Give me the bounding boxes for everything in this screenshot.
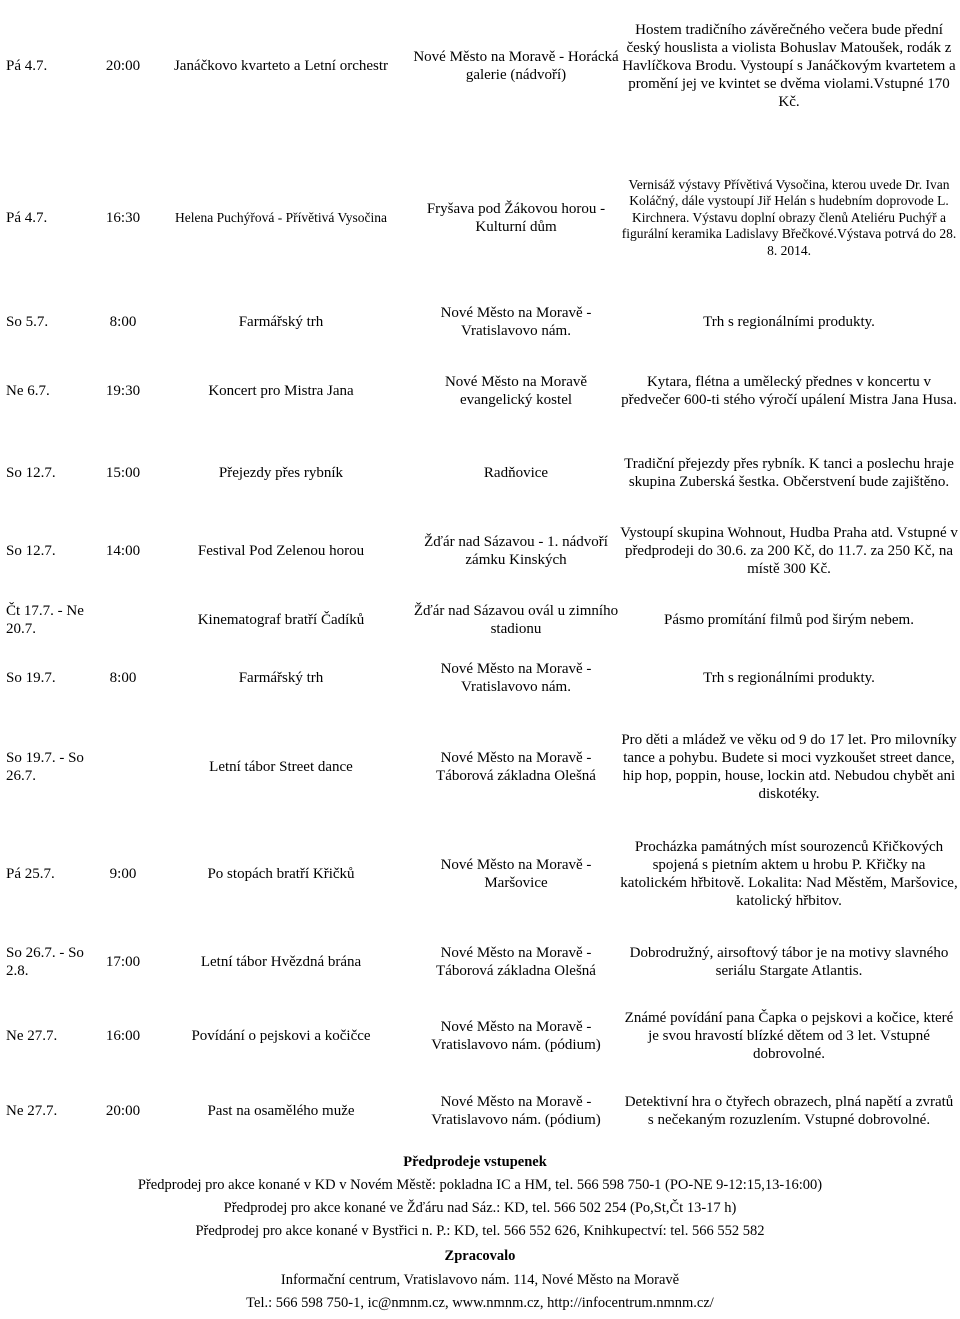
event-date: Čt 17.7. - Ne 20.7.	[6, 603, 84, 637]
event-time: 15:00	[105, 465, 141, 481]
event-time: 16:30	[105, 210, 141, 226]
event-time: 9:00	[109, 866, 137, 882]
event-date: Pá 4.7.	[6, 58, 48, 74]
presale-line-bystrice: Předprodej pro akce konané v Bystřici n. P.: KD, tel. 566 552 626, Knihkupectví: tel. 566 552 582	[195, 1223, 765, 1239]
event-description: Hostem tradičního závěrečného večera bude přední český houslista a violista Bohuslav Matoušek, rodák z Havlíčkova Brodu. Vystoupí s Janáčkovým kvartetem a promění jej ve kvintet se dvěma violami.Vstupné 170 Kč.	[622, 22, 956, 110]
event-place: Nové Město na Moravě - Vratislavovo nám. (pódium)	[431, 1019, 601, 1053]
event-name: Letní tábor Street dance	[209, 759, 353, 775]
event-row	[0, 522, 960, 580]
presale-line-nove-mesto: Předprodej pro akce konané v KD v Novém Městě: pokladna IC a HM, tel. 566 598 750-1 (PO-NE 9-12:15,13-16:00)	[137, 1177, 823, 1193]
event-place: Nové Město na Moravě evangelický kostel	[444, 374, 588, 408]
event-description: Kytara, flétna a umělecký přednes v koncertu v předvečer 600-ti stého výročí upálení Mistra Jana Husa.	[621, 374, 957, 408]
info-center-contacts: Tel.: 566 598 750-1, ic@nmnm.cz, www.nmnm.cz, http://infocentrum.nmnm.cz/	[246, 1295, 714, 1311]
event-place: Nové Město na Moravě - Vratislavovo nám.	[440, 305, 592, 339]
event-time: 20:00	[105, 1103, 141, 1119]
event-description: Trh s regionálními produkty.	[703, 670, 875, 686]
event-row	[0, 834, 960, 914]
event-description: Pásmo promítání filmů pod širým nebem.	[664, 612, 914, 628]
event-place: Nové Město na Moravě - Vratislavovo nám. (pódium)	[431, 1094, 601, 1128]
event-time	[100, 598, 146, 642]
event-time: 20:00	[105, 58, 141, 74]
event-date: Ne 27.7.	[6, 1028, 58, 1044]
event-description: Dobrodružný, airsoftový tábor je na motivy slavného seriálu Stargate Atlantis.	[629, 945, 949, 979]
event-name: Po stopách bratří Křičků	[207, 866, 355, 882]
event-name: Janáčkovo kvarteto a Letní orchestr	[173, 58, 389, 74]
event-place: Fryšava pod Žákovou horou - Kulturní dům	[426, 201, 606, 235]
event-place: Žďár nad Sázavou ovál u zimního stadionu	[413, 603, 619, 637]
event-time: 16:00	[105, 1028, 141, 1044]
event-name: Koncert pro Mistra Jana	[208, 383, 354, 399]
event-time: 19:30	[105, 383, 141, 399]
event-place: Nové Město na Moravě - Horácká galerie (nádvoří)	[413, 49, 619, 83]
event-date: So 19.7. - So 26.7.	[6, 750, 84, 784]
event-name: Farmářský trh	[238, 670, 324, 686]
event-date: Ne 6.7.	[6, 383, 50, 399]
event-date: So 19.7.	[6, 670, 56, 686]
event-place: Nové Město na Moravě - Vratislavovo nám.	[440, 661, 592, 695]
event-description: Pro děti a mládež ve věku od 9 do 17 let. Pro milovníky tance a pohybu. Budete si moci vyzkoušet street dance, hip hop, poppin, house, lockin atd. Nebudou chybět ani diskotéky.	[621, 732, 957, 802]
info-center-address: Informační centrum, Vratislavovo nám. 114, Nové Město na Moravě	[280, 1272, 680, 1288]
event-name: Přejezdy přes rybník	[218, 465, 344, 481]
event-row	[0, 728, 960, 806]
event-row	[0, 598, 960, 642]
event-row	[0, 656, 960, 700]
event-time: 14:00	[105, 543, 141, 559]
event-description: Trh s regionálními produkty.	[703, 314, 875, 330]
presale-heading: Předprodeje vstupenek	[403, 1154, 547, 1170]
event-date: So 5.7.	[6, 314, 49, 330]
event-place: Radňovice	[483, 465, 549, 481]
event-row	[0, 362, 960, 420]
event-description: Detektivní hra o čtyřech obrazech, plná napětí a zvratů s nečekaným rozuzlením. Vstupné dobrovolné.	[624, 1094, 954, 1128]
event-place: Žďár nad Sázavou - 1. nádvoří zámku Kinských	[424, 534, 608, 568]
event-name: Festival Pod Zelenou horou	[197, 543, 365, 559]
event-row	[0, 444, 960, 502]
event-row	[0, 300, 960, 344]
event-time: 8:00	[109, 670, 137, 686]
event-name: Farmářský trh	[238, 314, 324, 330]
event-date: Pá 4.7.	[6, 210, 48, 226]
event-description: Známé povídání pana Čapka o pejskovi a kočice, které je svou hravostí blízké dětem od 3 let. Vstupné dobrovolné.	[624, 1010, 954, 1062]
event-name: Kinematograf bratří Čadíků	[197, 612, 365, 628]
event-date: So 12.7.	[6, 465, 56, 481]
event-date: Ne 27.7.	[6, 1103, 58, 1119]
event-time	[100, 728, 146, 806]
event-description: Procházka památných míst sourozenců Křičkových spojená s pietním aktem u hrobu P. Křičky na katolickém hřbitově. Lokalita: Nad Městěm, Maršovice, katolický hřbitov.	[620, 839, 958, 909]
event-time: 8:00	[109, 314, 137, 330]
event-date: So 26.7. - So 2.8.	[6, 945, 84, 979]
event-time: 17:00	[105, 954, 141, 970]
event-place: Nové Město na Moravě - Maršovice	[440, 857, 592, 891]
event-name: Past na osamělého muže	[207, 1103, 355, 1119]
event-description: Vystoupí skupina Wohnout, Hudba Praha atd. Vstupné v předprodeji do 30.6. za 200 Kč, do 11.7. za 250 Kč, na místě 300 Kč.	[620, 525, 958, 577]
event-row	[0, 940, 960, 984]
event-row	[0, 1080, 960, 1142]
event-description: Vernisáž výstavy Přívětivá Vysočina, kterou uvede Dr. Ivan Koláčný, dále vystoupí Jiř Helán s hudebním doprovode L. Kirchnera. Výstavu doplní obrazy členů Ateliéru Puchýř a figurální keramika Ladislavy Břečkové.Výstava potrvá do 28. 8. 2014.	[621, 176, 957, 258]
presale-line-zdar: Předprodej pro akce konané ve Žďáru nad Sáz.: KD, tel. 566 502 254 (Po,St,Čt 13-17 h)	[223, 1200, 737, 1216]
event-place: Nové Město na Moravě - Táborová základna Olešná	[436, 945, 596, 979]
event-row	[0, 158, 960, 278]
event-row	[0, 1005, 960, 1067]
event-name: Helena Puchýřová - Přívětivá Vysočina	[175, 209, 387, 225]
event-name: Letní tábor Hvězdná brána	[200, 954, 362, 970]
event-name: Povídání o pejskovi a kočičce	[191, 1028, 371, 1044]
compiled-by-heading: Zpracovalo	[444, 1248, 516, 1264]
event-place: Nové Město na Moravě - Táborová základna Olešná	[436, 750, 596, 784]
event-date: Pá 25.7.	[6, 866, 55, 882]
event-date: So 12.7.	[6, 543, 56, 559]
event-row	[0, 12, 960, 120]
event-description: Tradiční přejezdy přes rybník. K tanci a poslechu hraje skupina Zuberská šestka. Občerstvení bude zajištěno.	[624, 456, 954, 490]
